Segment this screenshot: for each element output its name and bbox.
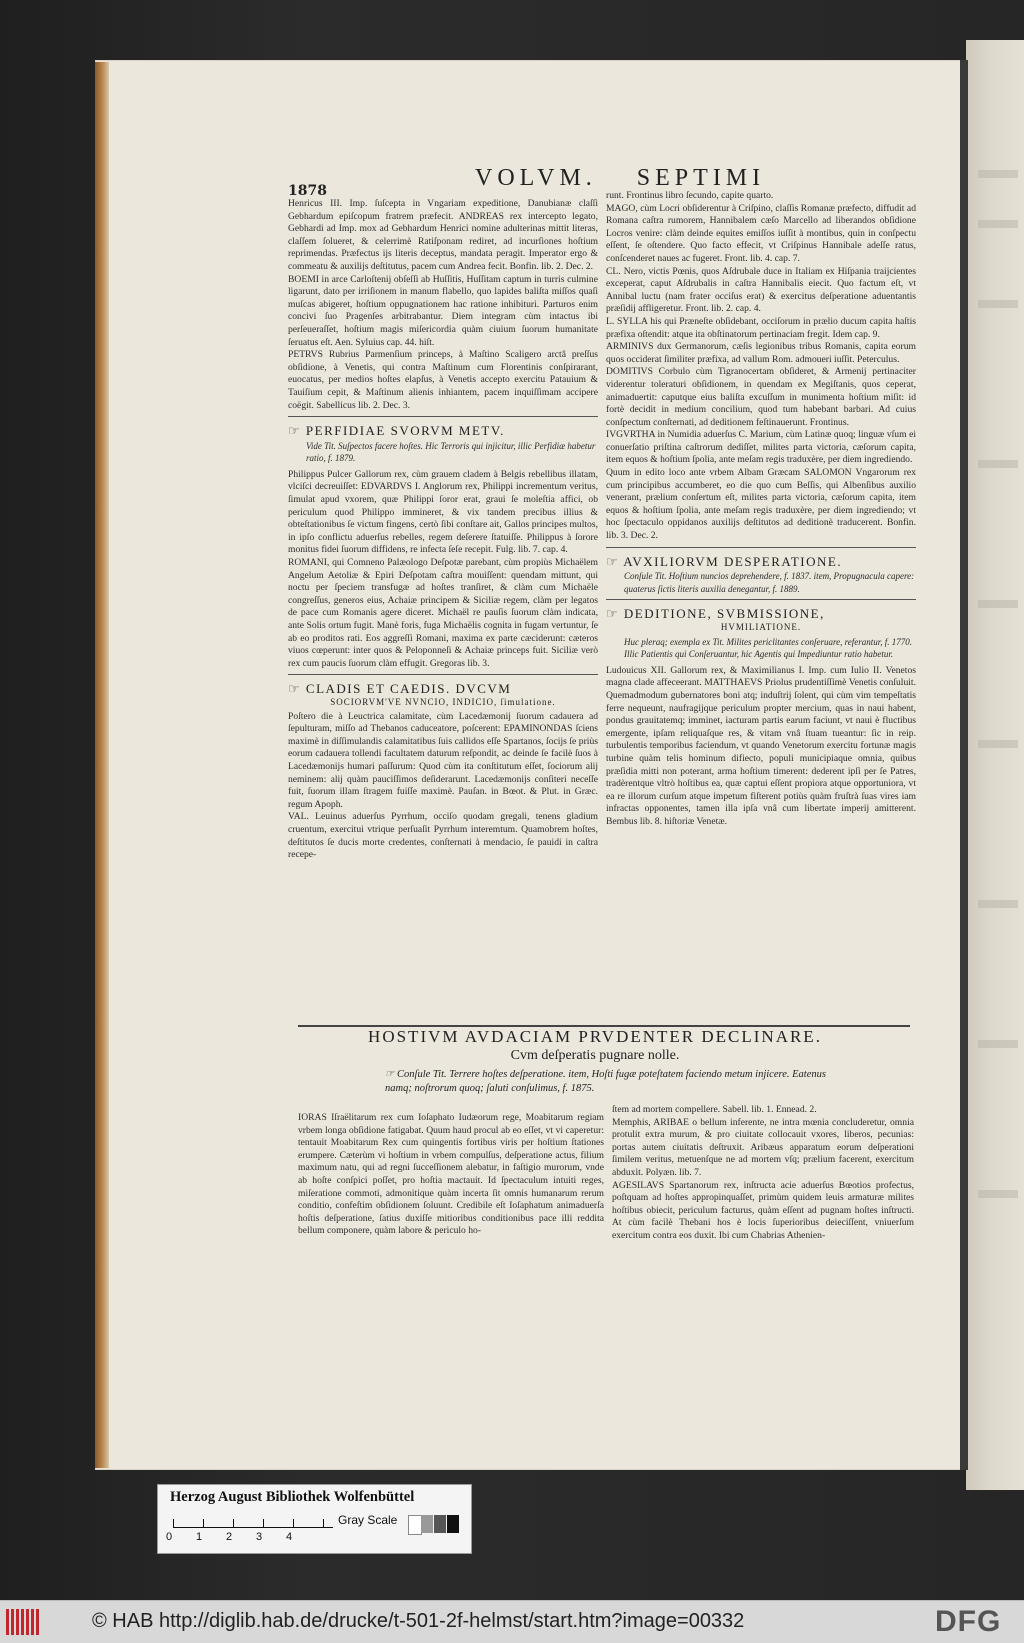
ruler-labels: 0 1 2 3 4 bbox=[166, 1531, 293, 1543]
cross-reference: Conſule Tit. Hoſtium nuncios deprehendere, f. 1837. item, Propugnacula capere: quaterus ſictis literis auxilia denegantur, f. 1889. bbox=[624, 571, 915, 594]
paragraph: L. SYLLA his qui Præneſte obſidebant, occiſorum in prælio ducum capita haſtis præfixa oſtendit: atque ita obſtinatorum pertinaciam fregit. Idem cap. 9. bbox=[606, 315, 916, 340]
paragraph: IVGVRTHA in Numidia aduerſus C. Marium, cùm Latinæ quoq; linguæ vſum ei conuerſatio priſtina caſtrorum dediſſet, milites parta victoria, cæſorum capita, item equos & hoſtium ſpolia, ante meſam regis traduxère, per diem ingrediendo. bbox=[606, 429, 916, 466]
paragraph: ROMANI, qui Comneno Palæologo Deſpotæ parebant, cùm propiùs Michaëlem Angelum Aetoliæ & Epiri Deſpotam caſtra mouiſſent: quendam mittunt, qui noctu per ſpeciem transfugæ ad hoſtes tranſiret, & clàm cum Michaële congreſſus, generos eius, Achaiæ principem & Siciliæ regem, clàm per legatos de pace cum Romanis agere diceret. Michaël re pauſis ſuorum clàm indicata, ante Solis ortum fugit. Manè foris, fuga Michaëlis cognita in fugam vertuntur, ſe ab eo proditos rati. Eos aggreſſi Romani, maxima ex parte cæciderunt: cæteros viuos cœperunt: inter quos & Peloponneſi & Achaiæ princeps fuit. Siciliæ verò rex cum paucis ſuorum clàm effugit. Gregoras lib. 3. bbox=[288, 557, 598, 669]
paragraph: VAL. Leuinus aduerſus Pyrrhum, occiſo quodam gregali, tenens gladium cruentum, exercitui vtrique perſuaſit Pyrrhum interemtum. Quamobrem hoſtes, deſtitutos ſe ducis morte credentes, conſternati à mendacio, ſe pauidi in caſtra recepe- bbox=[288, 811, 598, 861]
section-heading: ☞ AVXILIORVM DESPERATIONE. bbox=[606, 553, 843, 569]
bottom-left-column bbox=[298, 1112, 604, 1238]
cross-reference: Vide Tit. Suſpectos facere hoſtes. Hic Terroris qui injicitur, illic Perfidiæ habetur ratio, f. 1879. bbox=[306, 440, 596, 464]
section-rule bbox=[288, 674, 598, 675]
right-column bbox=[606, 190, 916, 829]
color-calibration-card bbox=[157, 1484, 472, 1554]
viewer-footer bbox=[0, 1600, 1024, 1643]
paragraph: DOMITIVS Corbulo cùm Tigranocertam obſideret, & Armenij pertinaciter viderentur toleraturi obſidionem, in quendam ex Megiſtanis, quos ceperat, animaduertit: caputque eius baliſta excuſſum in munimenta hoſtium miſit: id fortè decidit in medium concilium, quod tum habebant barbari. Ad cuius conſpectum conſternati, ad deditionem feſtinauerunt. Frontinus. bbox=[606, 366, 916, 428]
next-page-edge bbox=[966, 40, 1024, 1490]
paragraph: Philippus Pulcer Gallorum rex, cùm grauem cladem à Belgis rebellibus illatam, vlciſci decreuiſſet: EDVARDVS I. Anglorum rex, Philippi incrementum veritus, ſimulat apud vxorem, quæ Philippi ſoror erat, graui ſe moleſtia affici, ob periculum quod Philippo immineret, & vix tandem precibus illius & obteſtationibus ſe victum fingens, certò ſibi conſtare ait, Gallos principes multos, in ipſo conflictu aduerſus rebelles, regem deſerere ſtatuiſſe. Philippus à ſorore monitus fidei ſuorum diffidens, re infecta ſeſe recepit. Fulg. lib. 7. cap. 4. bbox=[288, 468, 598, 556]
paragraph: BOEMI in arce Carloſtenij obſeſſi ab Huſſitis, Huſſitam captum in turris culmine ligarunt, dato per irriſionem in manum flabello, quo lapides baliſta miſſos quaſi muſcas abigeret, hoſtium oppugnationem hac ratione inhibituri. Parturos enim concivi ſuo Pragenſes arbitrabantur. Diem integram cùm intactus ibi perſeueraſſet, hoſtium magis miſericordia quàm ciuium ſuorum humanitate ſeruatus eſt. Aen. Syluius cap. 44. hiſt. bbox=[288, 273, 598, 348]
paragraph: IORAS Iſraëlitarum rex cum Ioſaphato Iudæorum rege, Moabitarum regiam vrbem longa obſidione fatigabat. Quum haud procul ab eo eſſet, vt vi caperetur: tentauit Moabitarum Rex cum quingentis fortibus viris per hoſtium ſtationes erumpere. Cæterùm vi hoſtium in vrbem compulſus, deſperatione actus, filium maximum natu, qui ad regni ſucceſſionem alebatur, in faſtigio murorum, vnde ab hoſte conſpici poſſet, pro hoſtia mactauit. Id ſpectaculum intuiti reges, miſeratione commoti, admonitique quàm incerta ſit omnis humanarum rerum conditio, confeſtim obſidionem ſoluunt. Credibile eſt Ioſaphatum animaduerſa hoſtis deſperatione, ſatius duxiſſe mitioribus conditionibus pace illi reddita bellum componere, quàm labore & periculo ho- bbox=[298, 1112, 604, 1237]
section-title: HOSTIVM AVDACIAM PRVDENTER DECLINARE. bbox=[368, 1027, 822, 1046]
hab-logo-icon bbox=[6, 1609, 46, 1635]
section-heading: ☞ CLADIS ET CAEDIS. DVCVM SOCIORVM'VE NVNCIO, INDICIO, ſimulatione. bbox=[288, 681, 556, 707]
cross-reference: ☞ Conſule Tit. Terrere hoſtes deſperatione. item, Hoſti fugæ poteſtatem faciendo metum injicere. Eatenus namq; noſtrorum quoq; ſaluti conſulimus, f. 1875. bbox=[385, 1069, 826, 1094]
section-rule bbox=[288, 416, 598, 417]
section-subtitle: Cvm deſperatis pugnare nolle. bbox=[510, 1048, 680, 1063]
paragraph: ſtem ad mortem compellere. Sabell. lib. 1. Ennead. 2. bbox=[612, 1104, 817, 1115]
gray-swatch bbox=[447, 1515, 459, 1533]
gray-scale-label: Gray Scale bbox=[338, 1513, 398, 1527]
page-number: 1878 bbox=[288, 183, 327, 199]
pointing-hand-icon: ☞ bbox=[606, 606, 624, 622]
paragraph: AGESILAVS Spartanorum rex, inſtructa acie aduerſus Bœotios profectus, poſtquam ad hoſtes appropinquaſſet, primùm quidem leuis armaturæ milites hoſtibus obiecit, periculum facturus, quàm eſſent ad pugnam hoſtes inſtructi. At cùm facilè Thebani hos è locis ſuperioribus deieciſſent, vniuerſum exercitum contra eos duxit. Ibi cum Chabrias Athenien- bbox=[612, 1179, 914, 1241]
section-heading: ☞ PERFIDIAE SVORVM METV. bbox=[288, 423, 505, 439]
paragraph: ARMINIVS dux Germanorum, cæſis legionibus tribus Romanis, capita eorum quos occiderat ſimiliter præfixa, ad vallum Rom. admoueri iuſſit. Peterculus. bbox=[606, 341, 916, 365]
paragraph: Memphis, ARIBAE o bellum inferente, ne intra mœnia concluderetur, omnia protulit extra murum, & pro ciuitate collocauit vxores, liberos, pecunias: portas autem ciuitatis deſtruxit. Aribæus apparatum eorum deſperationi ſimilem veritus, metuenſque ne ad mortem vſq; prælium facerent, exercitum abduxit. Polyæn. lib. 7. bbox=[612, 1116, 914, 1178]
pointing-hand-icon: ☞ bbox=[385, 1069, 398, 1080]
book-gutter bbox=[960, 60, 968, 1470]
library-name: Herzog August Bibliothek Wolfenbüttel bbox=[170, 1489, 415, 1505]
page-edge bbox=[95, 62, 109, 1468]
running-head bbox=[475, 165, 765, 192]
gray-swatch bbox=[408, 1515, 422, 1535]
gray-swatch bbox=[434, 1515, 446, 1533]
bottom-right-column bbox=[612, 1104, 914, 1243]
pointing-hand-icon: ☞ bbox=[288, 423, 306, 439]
source-url[interactable]: © HAB http://diglib.hab.de/drucke/t-501-2f-helmst/start.htm?image=00332 bbox=[92, 1610, 745, 1632]
paragraph: runt. Frontinus libro ſecundo, capite quarto. bbox=[606, 190, 774, 201]
running-head-septimi: SEPTIMI bbox=[636, 165, 766, 191]
paragraph: Poſtero die à Leuctrica calamitate, cùm Lacedæmonij ſuorum cadauera ad ſepulturam, miſſo ad Thebanos caduceatore, poſcerent: EPAMINONDAS ſciens maximè in diſſimulandis calamitatibus ſuis callidos eſſe Spartanos, ſocijs ſe priùs eorum cadauera tollendi facultatem daturum reſpondit, ac deinde ſe facilè ſuos à Lacedæmonijs humari paſſurum: Quod cùm ita conſtitutum eſſet, ſociorum alij neminem: alij quàm pauciſſimos deſiderarunt. Lacedæmonijs conſiteri neceſſe fuit, ſuorum illam ſtragem fuiſſe maximè. Pauſan. in Bœot. & Plut. in Græc. regum Apoph. bbox=[288, 710, 598, 810]
pointing-hand-icon: ☞ bbox=[606, 553, 624, 569]
measurement-ruler bbox=[173, 1515, 333, 1528]
paragraph: Ludouicus XII. Gallorum rex, & Maximilianus I. Imp. cum Iulio II. Venetos magna clade affeceerant. MATTHAEVS Priolus prudentiſſimè Venetis conſuluit. Quemadmodum gubernatores boni atq; induſtrij ſolent, qui cùm vim tempeſtatis ferre nequeunt, naufragijque periculum propter mercium, quas in naui habent, pondus grauitatemq; imminet, iacturam partis earum faciunt, vt naui è fluctibus emergente, ipſam reliquaſque res, & vitam vnâ ſtuam tueantur: ſic in reip. turbulentis temporibus faciendum, vt quando Venetorum exercitu fortunæ magis turbine quàm telis hominum difiecto, populi municipiaque omnia, quibus præſidia mitti non poterant, arma hoſtium timerent: dederent ipſi per ſe Patres, tradèrentque vltrò hoſtibus ea, quæ captui eſſent propiora atque opportuniora, vt ea re illorum curſum atque impetum fiſterent potiùs quàm fruſtrà ſuas vires iam infractas opponentes, tamen illa ipſa vnâ cum libertate imperij amitterent. Bembus lib. 8. hiſtoriæ Venetæ. bbox=[606, 664, 916, 827]
dfg-logo: DFG bbox=[935, 1605, 1002, 1638]
running-head-volume: VOLVM. bbox=[475, 165, 597, 191]
gray-swatch bbox=[421, 1515, 433, 1533]
paragraph: Quum in edito loco ante vrbem Albam Græcam SALOMON Vngarorum rex cum principibus accumberet, eo die quo cum Beſſis, qui Albenſibus auxilio venerant, prælium conſertum eſt, milites parta victoria, cæſorum capita, item equos & hoſtium ſpolia, ante meſam regis traduxère, per diem ingrediendo; vt hoc ſpectaculo oppidanos auxilijs deſtitutos ad deditionè traducerent. Bonfin. lib. 3. Dec. 2. bbox=[606, 467, 916, 542]
paragraph: PETRVS Rubrius Parmenſium princeps, à Maſtino Scaligero arctâ preſſus obſidione, à Venetis, qui contra Maſtinum cum Florentinis conſpirarant, euocatus, per medios hoſtes elapſus, à Venetis accepto exercitu Patauium & Tauiſium cepit, & Maſtinum alienis inhiantem, pacem inquiſſimam accipere coëgit. Sabellicus lib. 2. Dec. 3. bbox=[288, 349, 598, 411]
paragraph: Henricus III. Imp. ſuſcepta in Vngariam expeditione, Danubianæ claſſi Gebhardum epiſcopum fratrem præfecit. ANDREAS rex intercepto legato, Gebhardi ad Imp. mox ad Gebhardum Henrici nomine adulterinas mittit literas, claſſem ſolueret, & celerrimè Ratiſponam rediret, ad incurſiones hoſtium reprimendas. Præfectus ijs literis deceptus, mandata peragit. Imperator ergo & commeatu & auxilijs deſtitutus, pacem cum Andrea fecit. Bonfin. lib. 2. Dec. 2. bbox=[288, 198, 598, 272]
section-heading: ☞ DEDITIONE, SVBMISSIONE, HVMILIATIONE. bbox=[606, 606, 825, 632]
pointing-hand-icon: ☞ bbox=[288, 681, 306, 697]
left-column bbox=[288, 198, 598, 862]
paragraph: CL. Nero, victis Pœnis, quos Aſdrubale duce in Italiam ex Hiſpania traijcientes exceperat, caput Aſdrubalis in caſtra Hannibalis eiecit. Quo factum eſt, vt Annibal luctu (nam frater occiſus erat) & exercitus deſperatione aduentantis præſidij affligeretur. Front. lib. 2. cap. 4. bbox=[606, 265, 916, 315]
section-rule bbox=[606, 547, 916, 548]
paragraph: MAGO, cùm Locri obſiderentur à Criſpino, claſſis Romanæ præfecto, diffudit ad Romana caſtra rumorem, Hannibalem cæſo Marcello ad liberandos obſidione Locros venire: clàm deinde equites emiſſos iuſſit à montibus, quin in conſpectu eſſent, ſe oſtendere. Quo facto effecit, vt Criſpinus Hannibale adeſſe ratus, conſcenderet naues ac fugeret. Front. lib. 4. cap. 7. bbox=[606, 202, 916, 264]
cross-reference: Huc pleraq; exempla ex Tit. Milites periclitantes conſeruare, referantur, f. 1770. Illic Patientis qui Conſeruantur, hic Agentis qui Impediuntur ratio habetur. bbox=[624, 636, 913, 660]
section-rule bbox=[606, 599, 916, 600]
